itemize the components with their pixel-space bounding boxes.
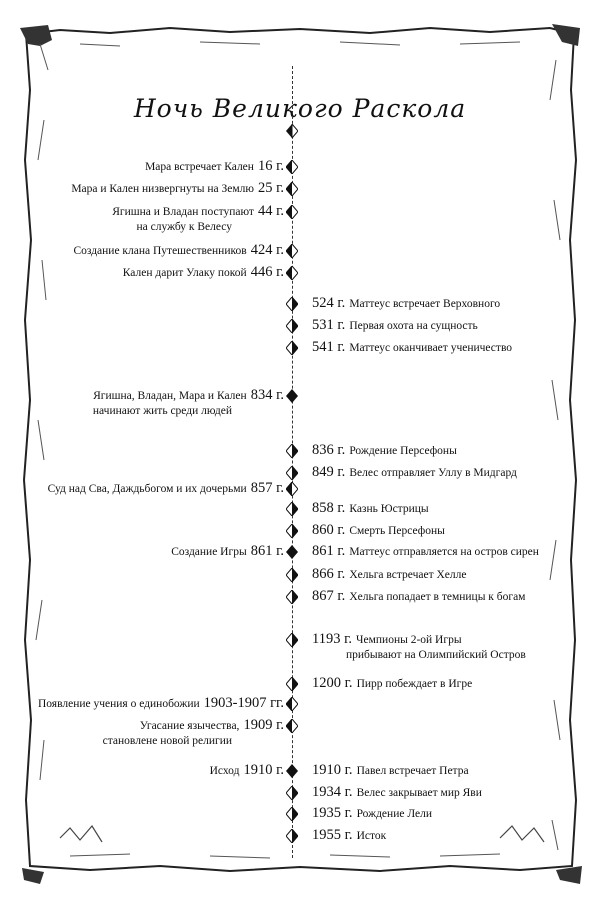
event-year: 524 г.: [312, 295, 346, 311]
diamond-marker-icon: [286, 829, 298, 843]
right-event: [312, 763, 469, 779]
event-year: 1909 г.: [243, 717, 284, 733]
event-text: Павел встречает Петра: [356, 765, 469, 777]
event-text-continued: становлене новой религии: [102, 735, 232, 747]
event-text: Угасание язычества,: [139, 720, 240, 732]
diamond-marker-icon: [286, 590, 298, 604]
page-title: Ночь Великого Раскола: [133, 94, 467, 123]
right-event: [312, 567, 467, 583]
left-event: [93, 388, 284, 419]
diamond-marker-icon: [286, 319, 298, 333]
event-year: 1934 г.: [312, 784, 353, 800]
diamond-marker-icon: [286, 182, 298, 196]
event-text: Первая охота на сущность: [349, 320, 478, 332]
event-text: Казнь Юстрицы: [349, 503, 429, 515]
event-year: 1935 г.: [312, 805, 353, 821]
event-text: Маттеус оканчивает ученичество: [349, 342, 513, 354]
diamond-marker-icon: [286, 124, 298, 138]
left-event: [38, 696, 284, 712]
right-event: [312, 785, 482, 801]
right-event: [312, 806, 432, 822]
event-text: Хельга встречает Хелле: [349, 569, 467, 581]
event-text: Велес отправляет Уллу в Мидгард: [349, 467, 517, 479]
right-event: [312, 523, 445, 539]
event-year: 857 г.: [250, 480, 284, 496]
event-text-continued: на службу к Велесу: [136, 221, 232, 233]
event-year: 1910 г.: [243, 762, 284, 778]
left-event: [73, 243, 284, 259]
event-year: 531 г.: [312, 317, 346, 333]
right-event: [312, 318, 478, 334]
left-event: [71, 181, 284, 197]
event-text: Исход: [209, 765, 240, 777]
diamond-marker-icon: [286, 466, 298, 480]
event-year: 25 г.: [257, 180, 284, 196]
right-event: [312, 632, 526, 663]
event-year: 834 г.: [250, 387, 284, 403]
event-year: 849 г.: [312, 464, 346, 480]
diamond-marker-icon: [286, 341, 298, 355]
left-event: [103, 718, 284, 749]
event-year: 867 г.: [312, 588, 346, 604]
event-year: 1193 г.: [312, 631, 353, 647]
right-event: [312, 340, 512, 356]
left-event: [112, 204, 284, 235]
event-text: Ягишна, Владан, Мара и Кален: [93, 390, 247, 402]
left-event: [48, 481, 284, 497]
event-text: Кален дарит Улаку покой: [122, 267, 247, 279]
event-year: 1955 г.: [312, 827, 353, 843]
diamond-marker-icon: [286, 545, 298, 559]
event-text: Маттеус встречает Верховного: [349, 298, 501, 310]
diamond-marker-icon: [286, 764, 298, 778]
event-text: Создание Игры: [171, 546, 247, 558]
diamond-marker-icon: [286, 297, 298, 311]
right-event: [312, 589, 525, 605]
event-text: Мара встречает Кален: [145, 161, 254, 173]
event-year: 866 г.: [312, 566, 346, 582]
right-event: [312, 544, 539, 560]
right-event: [312, 501, 429, 517]
right-event: [312, 676, 472, 692]
event-text: Суд над Сва, Даждьбогом и их дочерьми: [47, 483, 247, 495]
diamond-marker-icon: [286, 568, 298, 582]
event-year: 1903-1907 гг.: [203, 695, 284, 711]
event-text: Рождение Лели: [356, 808, 433, 820]
event-text: Исток: [356, 830, 387, 842]
diamond-marker-icon: [286, 205, 298, 219]
event-year: 858 г.: [312, 500, 346, 516]
event-text: Рождение Персефоны: [349, 445, 457, 457]
diamond-marker-icon: [286, 633, 298, 647]
event-text: Велес закрывает мир Яви: [356, 787, 482, 799]
event-text: Мара и Кален низвергнуты на Землю: [71, 183, 254, 195]
event-year: 16 г.: [257, 158, 284, 174]
diamond-marker-icon: [286, 807, 298, 821]
diamond-marker-icon: [286, 244, 298, 258]
event-year: 1910 г.: [312, 762, 353, 778]
diamond-marker-icon: [286, 677, 298, 691]
event-text-continued: прибывают на Олимпийский Остров: [346, 649, 526, 661]
left-event: [171, 544, 284, 560]
event-year: 446 г.: [250, 264, 284, 280]
right-event: [312, 465, 517, 481]
left-event: [145, 159, 284, 175]
diamond-marker-icon: [286, 502, 298, 516]
left-event: [123, 265, 284, 281]
event-year: 541 г.: [312, 339, 346, 355]
event-year: 860 г.: [312, 522, 346, 538]
event-text-continued: начинают жить среди людей: [92, 405, 232, 417]
event-text: Чемпионы 2-ой Игры: [356, 634, 462, 646]
diamond-marker-icon: [286, 266, 298, 280]
diamond-marker-icon: [286, 482, 298, 496]
diamond-marker-icon: [286, 719, 298, 733]
event-year: 836 г.: [312, 442, 346, 458]
event-year: 861 г.: [250, 543, 284, 559]
diamond-marker-icon: [286, 444, 298, 458]
event-text: Смерть Персефоны: [349, 525, 445, 537]
diamond-marker-icon: [286, 160, 298, 174]
event-text: Появление учения о единобожии: [37, 698, 200, 710]
event-text: Хельга попадает в темницы к богам: [349, 591, 526, 603]
right-event: [312, 296, 500, 312]
event-text: Маттеус отправляется на остров сирен: [349, 546, 539, 558]
event-year: 424 г.: [250, 242, 284, 258]
event-year: 861 г.: [312, 543, 346, 559]
diamond-marker-icon: [286, 786, 298, 800]
right-event: [312, 828, 386, 844]
diamond-marker-icon: [286, 389, 298, 403]
event-text: Пирр побеждает в Игре: [356, 678, 473, 690]
event-year: 44 г.: [257, 203, 284, 219]
right-event: [312, 443, 457, 459]
event-text: Ягишна и Владан поступают: [112, 206, 254, 218]
left-event: [210, 763, 284, 779]
event-year: 1200 г.: [312, 675, 353, 691]
event-text: Создание клана Путешественников: [73, 245, 247, 257]
diamond-marker-icon: [286, 524, 298, 538]
diamond-marker-icon: [286, 697, 298, 711]
